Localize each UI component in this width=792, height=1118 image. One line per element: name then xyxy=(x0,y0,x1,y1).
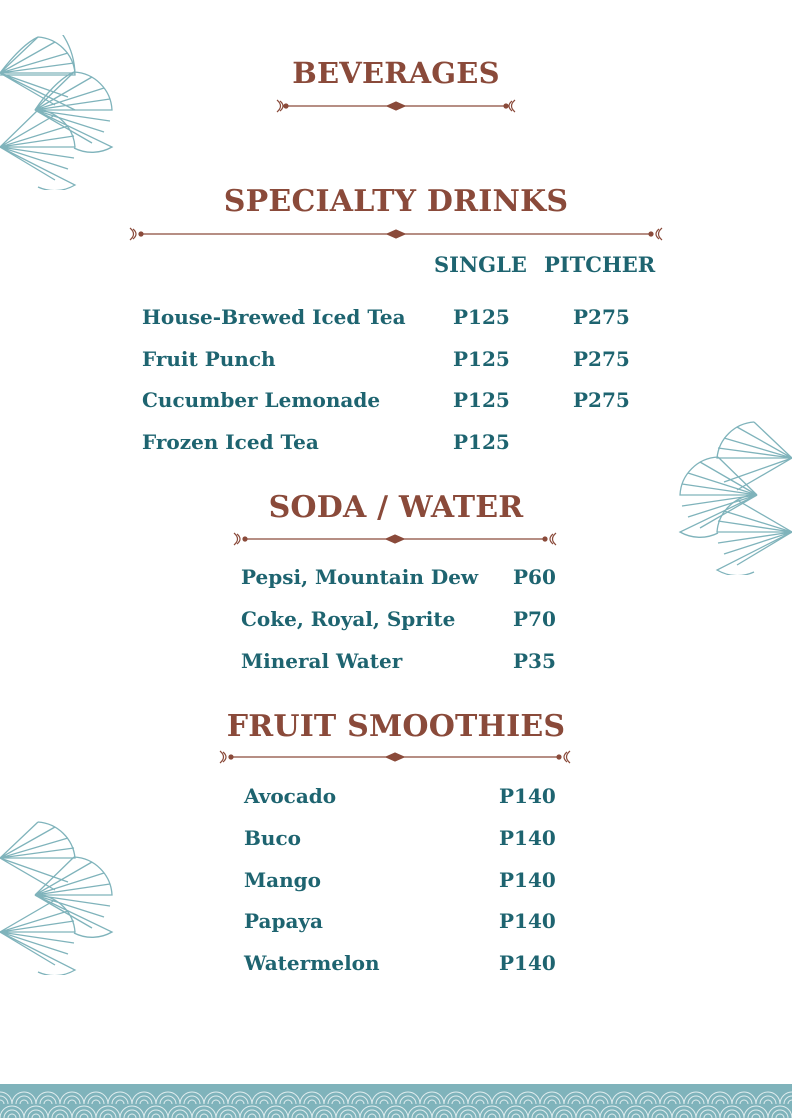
column-header-single: SINGLE xyxy=(434,252,527,277)
specialty-divider-ornament-icon xyxy=(128,225,664,243)
specialty-item-name: House-Brewed Iced Tea xyxy=(142,305,406,329)
fan-ornament-bottom-left-icon xyxy=(0,820,115,975)
soda-divider-ornament-icon xyxy=(232,530,558,548)
soda-item-price: P60 xyxy=(513,565,556,589)
specialty-item-name: Frozen Iced Tea xyxy=(142,430,319,454)
smoothie-item-name: Watermelon xyxy=(244,951,380,975)
soda-item-name: Mineral Water xyxy=(241,649,403,673)
smoothie-item-name: Avocado xyxy=(244,784,337,808)
title-divider-ornament-icon xyxy=(275,97,517,115)
soda-item-name: Coke, Royal, Sprite xyxy=(241,607,456,631)
footer-pattern-band xyxy=(0,1084,792,1118)
specialty-item-pitcher-price: P275 xyxy=(573,347,630,371)
section-title-soda: SODA / WATER xyxy=(268,490,524,525)
specialty-item-single-price: P125 xyxy=(453,305,510,329)
soda-item-price: P35 xyxy=(513,649,556,673)
smoothie-item-price: P140 xyxy=(499,826,556,850)
smoothie-item-name: Mango xyxy=(244,868,321,892)
specialty-item-name: Fruit Punch xyxy=(142,347,276,371)
smoothie-item-price: P140 xyxy=(499,951,556,975)
soda-item-name: Pepsi, Mountain Dew xyxy=(241,565,479,589)
section-title-smoothies: FRUIT SMOOTHIES xyxy=(226,709,566,744)
specialty-item-pitcher-price: P275 xyxy=(573,305,630,329)
smoothie-item-name: Buco xyxy=(244,826,301,850)
column-header-pitcher: PITCHER xyxy=(544,252,656,277)
specialty-item-single-price: P125 xyxy=(453,430,510,454)
smoothie-item-name: Papaya xyxy=(244,909,323,933)
specialty-item-name: Cucumber Lemonade xyxy=(142,388,381,412)
specialty-item-single-price: P125 xyxy=(453,347,510,371)
soda-item-price: P70 xyxy=(513,607,556,631)
specialty-item-pitcher-price: P275 xyxy=(573,388,630,412)
page-title: BEVERAGES xyxy=(292,56,500,90)
specialty-item-single-price: P125 xyxy=(453,388,510,412)
smoothie-item-price: P140 xyxy=(499,784,556,808)
smoothie-item-price: P140 xyxy=(499,868,556,892)
smoothie-item-price: P140 xyxy=(499,909,556,933)
section-title-specialty: SPECIALTY DRINKS xyxy=(223,184,569,219)
smoothies-divider-ornament-icon xyxy=(218,748,572,766)
